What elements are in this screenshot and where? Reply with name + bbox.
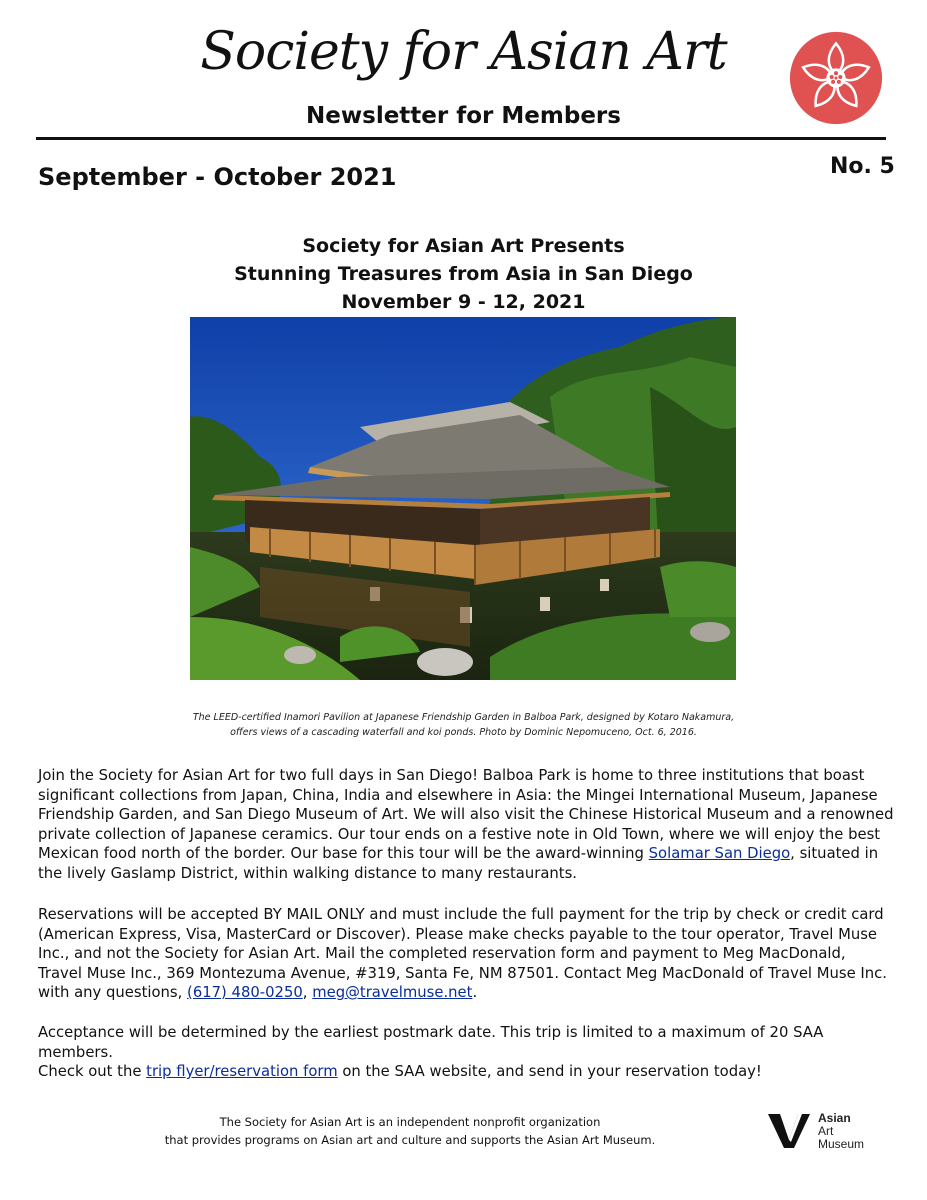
reservation-text: Reservations will be accepted BY MAIL ONLY and must include the full payment for the trip by check or credit card (American Express, Visa, MasterCard or Discover). Please make checks payable to the tour operator, Travel Muse Inc., and not the Society for Asian Art. Mail the completed reservation form and payment to Meg MacDonald, Travel Muse Inc., 369 Montezuma Avenue, #319, Santa Fe, NM 87501. Contact Meg MacDonald of Travel Muse Inc. with any questions, xyxy=(38,906,887,1001)
intro-paragraph xyxy=(38,766,894,883)
headline-line-3: November 9 - 12, 2021 xyxy=(341,291,586,313)
header-divider xyxy=(36,137,886,140)
solamar-link[interactable]: Solamar San Diego xyxy=(648,845,791,862)
feature-headline xyxy=(0,232,927,316)
museum-logo-line-2: Art xyxy=(818,1124,834,1138)
footer-line-2: that provides programs on Asian art and culture and supports the Asian Art Museum. xyxy=(164,1133,656,1147)
caption-line-1: The LEED-certified Inamori Pavilion at Japanese Friendship Garden in Balboa Park, designed by Kotaro Nakamura, xyxy=(192,712,735,723)
intro-text-end: , situated in the lively Gaslamp District, within walking distance to many restaurants. xyxy=(38,845,879,882)
museum-logo-line-1: Asian xyxy=(818,1111,851,1125)
caption-line-2: offers views of a cascading waterfall and koi ponds. Photo by Dominic Nepomuceno, Oct. 6, 2016. xyxy=(230,727,697,738)
museum-logo-line-3: Museum xyxy=(818,1137,865,1151)
masthead-title: Society for Asian Art xyxy=(200,22,727,82)
phone-link[interactable]: (617) 480-0250 xyxy=(187,984,303,1001)
reservation-paragraph xyxy=(38,905,894,1003)
trip-flyer-link[interactable]: trip flyer/reservation form xyxy=(146,1063,338,1080)
photo-caption xyxy=(150,710,777,740)
headline-line-2: Stunning Treasures from Asia in San Diego xyxy=(234,263,693,285)
intro-text: Join the Society for Asian Art for two full days in San Diego! Balboa Park is home to three institutions that boast significant collections from Japan, China, India and elsewhere in Asia: the Mingei International Museum, Japanese Friendship Garden, and San Diego Museum of Art. We will also visit the Chinese Historical Museum and a renowned private collection of Japanese ceramics. Our tour ends on a festive note in Old Town, where we will enjoy the best Mexican food north of the border. Our base for this tour will be the award-winning xyxy=(38,767,894,862)
footer-statement xyxy=(120,1113,700,1149)
email-link[interactable]: meg@travelmuse.net xyxy=(312,984,473,1001)
footer-line-1: The Society for Asian Art is an independent nonprofit organization xyxy=(219,1115,601,1129)
asian-art-museum-mark-icon xyxy=(768,1112,810,1150)
issue-date: September - October 2021 xyxy=(38,163,397,191)
newsletter-subtitle: Newsletter for Members xyxy=(306,103,621,129)
reservation-separator: , xyxy=(302,984,313,1001)
acceptance-paragraph: Acceptance will be determined by the earliest postmark date. This trip is limited to a maximum of 20 SAA members. xyxy=(38,1024,824,1061)
cta-text-end: on the SAA website, and send in your reservation today! xyxy=(337,1063,762,1080)
asian-art-museum-logo xyxy=(768,1112,878,1156)
call-to-action-paragraph xyxy=(38,1062,894,1082)
issue-number: No. 5 xyxy=(830,154,895,179)
pavilion-photo xyxy=(190,317,736,680)
cta-text: Check out the xyxy=(38,1063,147,1080)
headline-line-1: Society for Asian Art Presents xyxy=(302,235,625,257)
reservation-end: . xyxy=(472,984,478,1001)
